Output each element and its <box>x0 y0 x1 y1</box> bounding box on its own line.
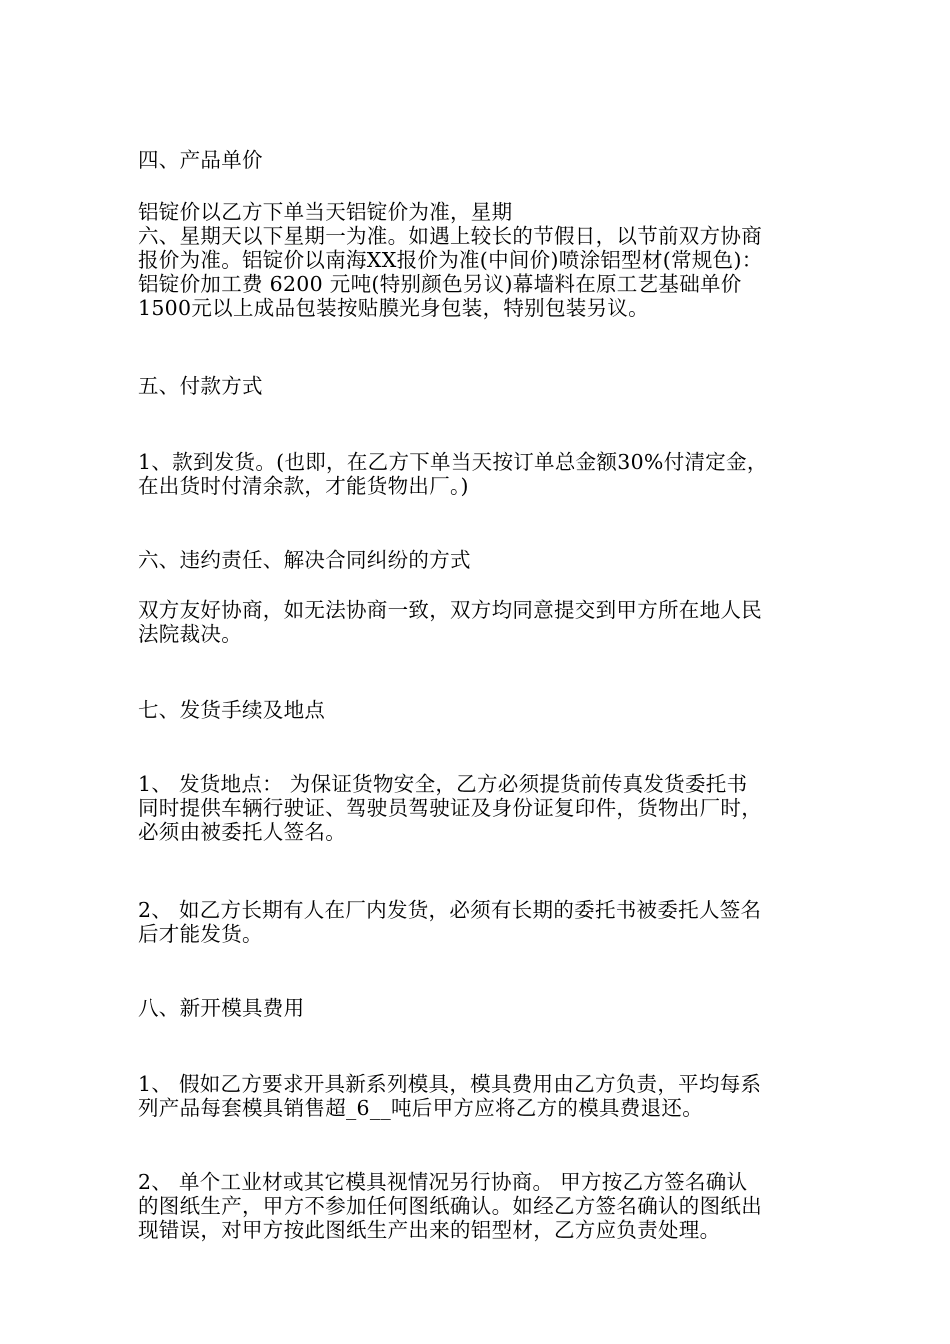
section-heading-product-price: 四、产品单价 <box>138 148 263 172</box>
mold-fees-paragraph-1: 1、 假如乙方要求开具新系列模具，模具费用由乙方负责，平均每系 列产品每套模具销售超_6__吨后甲方应将乙方的模具费退还。 <box>138 1072 762 1120</box>
section-heading-payment-method: 五、付款方式 <box>138 374 263 398</box>
mold-fees-paragraph-2: 2、 单个工业材或其它模具视情况另行协商。 甲方按乙方签名确认 的图纸生产，甲方不参加任何图纸确认。如经乙方签名确认的图纸出 现错误，对甲方按此图纸生产出来的铝型材，乙方应负责处理。 <box>138 1170 762 1242</box>
section-heading-mold-fees: 八、新开模具费用 <box>138 996 305 1020</box>
payment-method-paragraph: 1、款到发货。(也即，在乙方下单当天按订单总金额30%付清定金， 在出货时付清余款，才能货物出厂。) <box>138 450 768 498</box>
section-heading-delivery: 七、发货手续及地点 <box>138 698 326 722</box>
product-price-paragraph: 铝锭价以乙方下单当天铝锭价为准，星期 六、星期天以下星期一为准。如遇上较长的节假日，以节前双方协商 报价为准。铝锭价以南海XX报价为准(中间价)喷涂铝型材(常规色)： 铝锭价加工费 6200 元吨(特别颜色另议)幕墙料在原工艺基础单价 1500元以上成品包装按贴膜光身包装，特别包装另议。 <box>138 200 763 320</box>
section-heading-liability: 六、违约责任、解决合同纠纷的方式 <box>138 548 471 572</box>
liability-paragraph: 双方友好协商，如无法协商一致，双方均同意提交到甲方所在地人民 法院裁决。 <box>138 598 762 646</box>
delivery-paragraph-2: 2、 如乙方长期有人在厂内发货，必须有长期的委托书被委托人签名 后才能发货。 <box>138 898 762 946</box>
delivery-paragraph-1: 1、 发货地点： 为保证货物安全，乙方必须提货前传真发货委托书 同时提供车辆行驶证、驾驶员驾驶证及身份证复印件，货物出厂时， 必须由被委托人签名。 <box>138 772 762 844</box>
